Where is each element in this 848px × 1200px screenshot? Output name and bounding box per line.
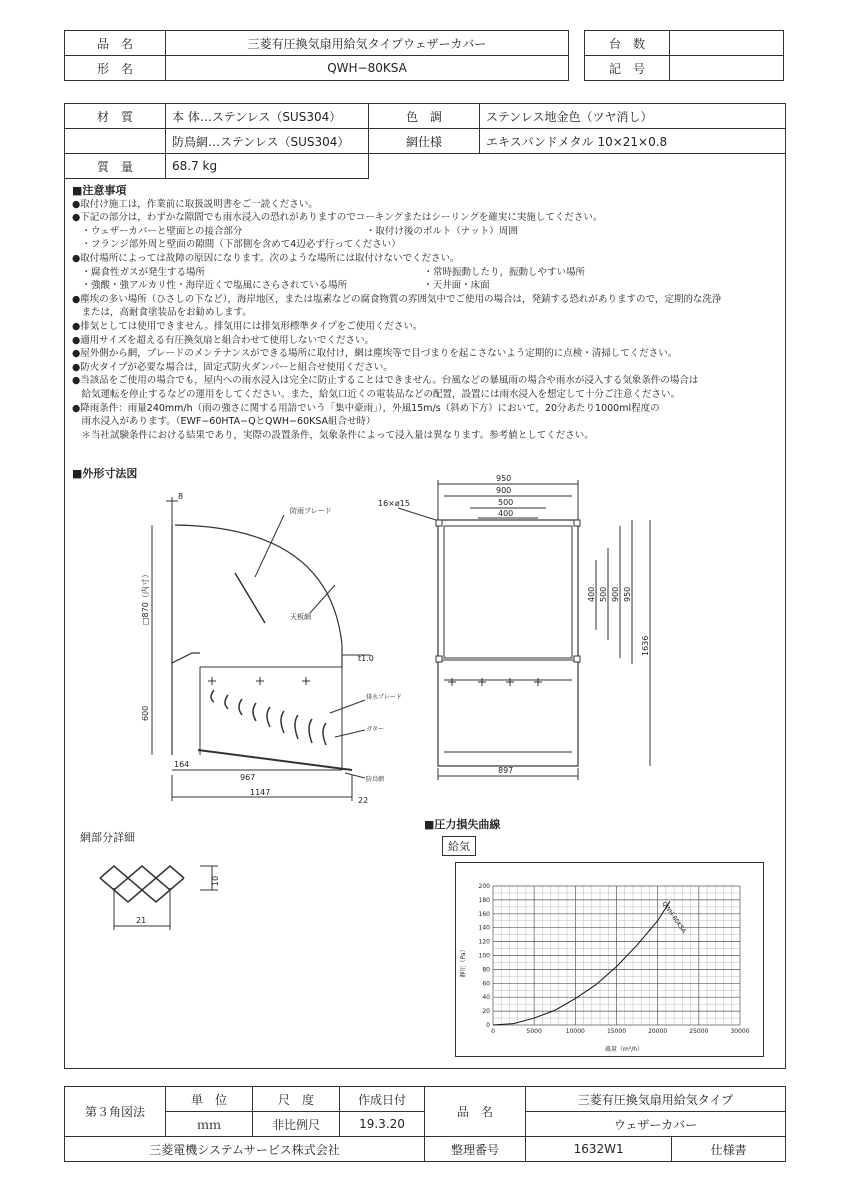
color-label: 色 調 — [369, 104, 480, 129]
dim-21: 21 — [136, 916, 147, 925]
mesh-spec-value: エキスパンドメタル 10×21×0.8 — [480, 129, 786, 154]
symbol-label: 記 号 — [585, 56, 670, 81]
symbol-value — [670, 56, 784, 81]
doc-no: 1632W1 — [526, 1137, 672, 1162]
x-tick-label: 0 — [491, 1028, 495, 1035]
dim-400: 400 — [498, 509, 514, 518]
caution-line: 給気運転を停止するなどの運用をしてください。また，給気口近くの電装品などの配置，設置には雨水浸入を想定して十分ご注意ください。 — [72, 388, 681, 400]
y-tick-label: 80 — [482, 966, 490, 974]
quantity-value — [670, 31, 784, 56]
label-bird-net: 防鳥網 — [366, 776, 385, 783]
dim-164: 164 — [174, 760, 190, 769]
y-tick-label: 60 — [482, 980, 490, 988]
dim-v950: 950 — [623, 586, 632, 602]
x-tick-label: 20000 — [648, 1028, 668, 1035]
y-tick-label: 20 — [482, 1008, 490, 1016]
y-tick-label: 120 — [478, 938, 490, 946]
material-body: 本 体…ステンレス（SUS304） — [166, 104, 369, 129]
dim-v500: 500 — [599, 586, 608, 602]
dim-holes: 16×ø15 — [378, 499, 410, 508]
company-name: 三菱電機システムサービス株式会社 — [65, 1137, 425, 1162]
dim-22: 22 — [358, 796, 369, 805]
caution-line: ・強酸・強アルカリ性・海岸近くで塩風にさらされている場所 ・天井面・床面 — [72, 280, 490, 292]
product-name: 三菱有圧換気扇用給気タイプウェザーカバー — [166, 31, 569, 56]
header-table — [64, 30, 569, 81]
dim-1636: 1636 — [641, 635, 650, 656]
y-tick-label: 100 — [478, 952, 490, 960]
color-value: ステンレス地金色（ツヤ消し） — [480, 104, 786, 129]
quantity-label: 台 数 — [585, 31, 670, 56]
caution-line: ●防火タイプが必要な場合は，固定式防火ダンパーと組合せ使用ください。 — [72, 361, 393, 373]
caution-title: ■注意事項 — [72, 184, 127, 197]
caution-line: ・ウェザーカバーと壁面との接合部分 ・取付け後のボルト（ナット）周囲 — [72, 225, 518, 237]
chart-xlabel: 風量（m³/h） — [605, 1046, 644, 1053]
dim-8: 8 — [178, 492, 184, 501]
doc-no-label: 整理番号 — [425, 1137, 526, 1162]
front-view-drawing — [378, 470, 678, 790]
mesh-detail-title: 網部分詳細 — [80, 831, 135, 844]
dim-967: 967 — [240, 773, 256, 782]
dim-10: 10 — [211, 875, 220, 886]
caution-line: ＊当社試験条件における結果であり，実際の設置条件，気象条件によって浸入量は異なります。参考値としてください。 — [72, 429, 594, 441]
dim-870: □870（内寸） — [141, 570, 150, 625]
name-line2: ウェザーカバー — [526, 1112, 786, 1137]
material-label: 材 質 — [65, 104, 166, 129]
pressure-title: ■圧力損失曲線 — [424, 818, 501, 831]
y-tick-label: 200 — [478, 883, 490, 890]
caution-line: ●下記の部分は，わずかな隙間でも雨水浸入の恐れがありますのでコーキングまたはシーリングを確実に実施してください。 — [72, 212, 603, 224]
caution-line: ●取付場所によっては故障の原因になります。次のような場所には取付けないでください。 — [72, 252, 460, 264]
caution-notes — [72, 184, 802, 442]
projection: 第３角図法 — [65, 1087, 166, 1137]
caution-line: ・腐食性ガスが発生する場所 ・常時振動したり，振動しやすい場所 — [72, 266, 586, 278]
footer-table — [64, 1086, 786, 1162]
scale-value: 非比例尺 — [253, 1112, 340, 1137]
caution-line: ●取付け施工は，作業前に取扱説明書をご一読ください。 — [72, 198, 318, 210]
spec-table — [64, 103, 786, 179]
caution-line: ●塵埃の多い場所（ひさしの下など），海岸地区，または塩素などの腐食物質の雰囲気中でご使用の場合は，発錆する恐れがありますので，定期的な洗浄 — [72, 293, 722, 305]
doc-type: 仕様書 — [672, 1137, 786, 1162]
unit-value: ｍｍ — [166, 1112, 253, 1137]
name-line1: 三菱有圧換気扇用給気タイプ — [526, 1087, 786, 1112]
material-mesh: 防鳥網…ステンレス（SUS304） — [166, 129, 369, 154]
drawing-title: ■外形寸法図 — [72, 467, 138, 480]
dim-v400: 400 — [587, 586, 596, 602]
series-label: QWH-80KSA — [660, 900, 688, 935]
y-tick-label: 160 — [478, 910, 490, 918]
x-tick-label: 15000 — [606, 1028, 627, 1035]
chart-ylabel: 静圧（Pa） — [460, 946, 467, 978]
dim-1147: 1147 — [250, 788, 271, 797]
dim-897: 897 — [498, 766, 514, 775]
y-tick-label: 0 — [486, 1022, 490, 1029]
caution-line: または，高耐食塗装品をお勧めします。 — [72, 307, 252, 319]
x-tick-label: 10000 — [565, 1028, 585, 1035]
scale-label: 尺 度 — [253, 1087, 340, 1112]
mesh-detail-drawing — [92, 848, 232, 936]
caution-lines — [72, 198, 802, 443]
model-value: QWH−80KSA — [166, 56, 569, 81]
quantity-table — [584, 30, 784, 81]
label-gutter: ガター — [366, 726, 385, 733]
caution-line: ●屋外側から網，ブレードのメンテナンスができる場所に取付け，網は塵埃等で目づまりを起こさないよう定期的に点検・清掃してください。 — [72, 348, 678, 360]
x-tick-label: 5000 — [526, 1028, 542, 1035]
model-label: 形 名 — [65, 56, 166, 81]
label-top-net: 天板網 — [290, 613, 311, 621]
dim-500: 500 — [498, 498, 514, 507]
side-view-drawing — [130, 485, 410, 815]
name-label: 品 名 — [425, 1087, 526, 1137]
caution-line: ●降雨条件：雨量240mm/h（雨の強さに関する用語でいう「集中豪雨」），外風15m/s（斜め下方）において，20分あたり1000ml程度の — [72, 402, 660, 414]
dim-v900: 900 — [611, 586, 620, 602]
caution-line: 雨水浸入があります。（EWF−60HTA−QとQWH−60KSA組合せ時） — [72, 416, 376, 428]
caution-line: ●適用サイズを超える有圧換気扇と組合わせて使用しないでください。 — [72, 334, 375, 346]
label-drain-blade: 排水ブレード — [366, 694, 402, 701]
x-tick-label: 30000 — [730, 1028, 750, 1035]
series-line — [493, 901, 670, 1025]
pressure-loss-chart — [455, 862, 765, 1058]
mass-value: 68.7 kg — [166, 154, 369, 179]
x-tick-label: 25000 — [689, 1028, 709, 1035]
mesh-spec-label: 網仕様 — [369, 129, 480, 154]
caution-line: ●排気としては使用できません。排気用には排気形標準タイプをご使用ください。 — [72, 320, 423, 332]
y-tick-label: 40 — [482, 994, 490, 1002]
dim-900: 900 — [496, 486, 512, 495]
label-rain-blade: 防雨ブレード — [290, 507, 332, 515]
date-label: 作成日付 — [340, 1087, 425, 1112]
caution-line: ・フランジ部外周と壁面の隙間（下部側を含めて4辺必ず行ってください） — [72, 239, 401, 251]
date-value: 19.3.20 — [340, 1112, 425, 1137]
product-name-label: 品 名 — [65, 31, 166, 56]
mass-label: 質 量 — [65, 154, 166, 179]
dim-600: 600 — [141, 705, 150, 721]
y-tick-label: 180 — [478, 896, 490, 904]
dim-950: 950 — [496, 474, 512, 483]
dim-t1: t1.0 — [358, 654, 374, 663]
unit-label: 単 位 — [166, 1087, 253, 1112]
caution-line: ●当該品をご使用の場合でも，屋内への雨水浸入は完全に防止することはできません。台風などの暴風雨の場合や雨水が浸入する気象条件の場合は — [72, 375, 699, 387]
y-tick-label: 140 — [478, 924, 490, 932]
supply-air-badge: 給気 — [442, 836, 476, 856]
